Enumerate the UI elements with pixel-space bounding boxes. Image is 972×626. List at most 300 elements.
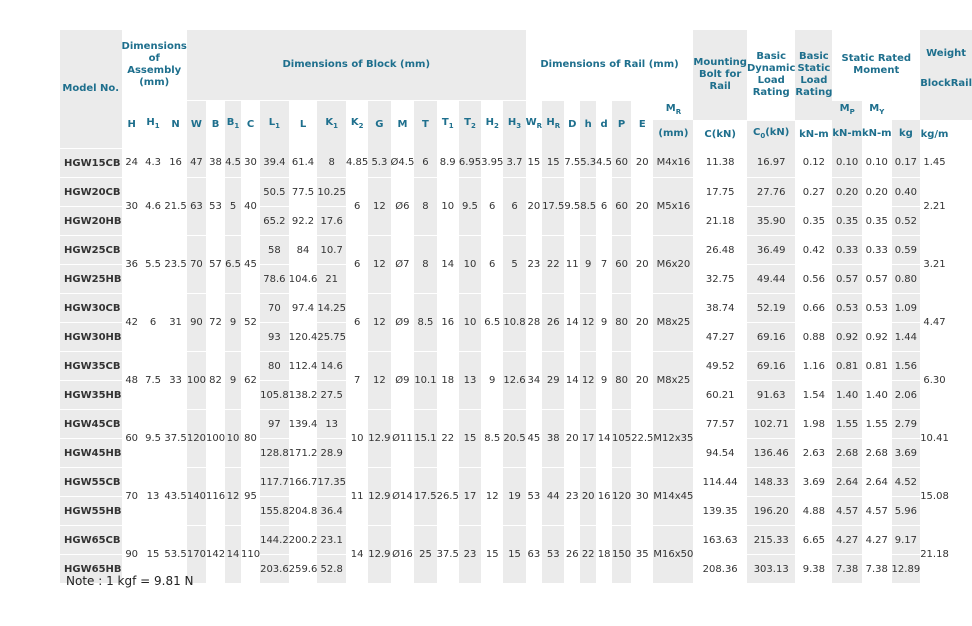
model-cell: HGW55HB — [60, 497, 122, 526]
cell-n: 43.5 — [164, 468, 187, 526]
column-header-wr: $W_R$ — [525, 117, 543, 131]
cell-b1: 12 — [225, 468, 241, 526]
cell-m: Ø9 — [391, 294, 415, 352]
cell-block_kg: 1.09 — [892, 294, 921, 323]
table-row — [60, 468, 972, 497]
unit-header-bolt: (mm) — [653, 120, 693, 149]
footnote: Note : 1 kgf = 9.81 N — [66, 574, 194, 588]
cell-d: 16 — [596, 468, 612, 526]
cell-b: 116 — [206, 468, 225, 526]
cell-block_kg: 3.69 — [892, 439, 921, 468]
cell-w: 47 — [187, 149, 206, 178]
cell-mp: 0.92 — [832, 323, 862, 352]
cell-l1: 203.6 — [260, 555, 289, 584]
cell-m: Ø4.5 — [391, 149, 415, 178]
cell-h: 20 — [580, 468, 596, 526]
cell-l1: 39.4 — [260, 149, 289, 178]
cell-mr: 1.98 — [795, 410, 832, 439]
cell-bolt: M16x50 — [653, 526, 693, 584]
cell-n: 21.5 — [164, 178, 187, 236]
cell-my: 0.57 — [862, 265, 892, 294]
cell-b: 72 — [206, 294, 225, 352]
cell-mp: 0.33 — [832, 236, 862, 265]
cell-h: 22 — [580, 526, 596, 584]
mounting-bolt-header: Mounting Bolt for Rail — [693, 30, 747, 120]
cell-h2: 12 — [481, 468, 503, 526]
cell-t2: 10 — [459, 294, 481, 352]
cell-k1: 27.5 — [317, 381, 346, 410]
cell-mp: 0.57 — [832, 265, 862, 294]
cell-h2: 8.5 — [481, 410, 503, 468]
cell-mr: 0.35 — [795, 207, 832, 236]
moment-header-mr: $M_R$ — [665, 103, 682, 116]
cell-l: 138.2 — [289, 381, 318, 410]
cell-c0_kn: 69.16 — [747, 323, 795, 352]
model-cell: HGW25HB — [60, 265, 122, 294]
cell-block_kg: 5.96 — [892, 497, 921, 526]
cell-my: 7.38 — [862, 555, 892, 584]
cell-c_kn: 94.54 — [693, 439, 747, 468]
cell-l1: 78.6 — [260, 265, 289, 294]
cell-h: 5.3 — [580, 149, 596, 178]
cell-l: 92.2 — [289, 207, 318, 236]
cell-block_kg: 1.44 — [892, 323, 921, 352]
cell-t2: 17 — [459, 468, 481, 526]
cell-h1: 6 — [142, 294, 164, 352]
assembly-dimensions-header: Dimensions of Assembly (mm) — [122, 30, 187, 101]
column-header-n: N — [171, 118, 180, 130]
cell-mp: 4.27 — [832, 526, 862, 555]
cell-block_kg: 9.17 — [892, 526, 921, 555]
cell-l1: 144.2 — [260, 526, 289, 555]
cell-d: 14 — [596, 410, 612, 468]
column-header-c: C — [246, 118, 255, 130]
cell-t: 8 — [414, 178, 436, 236]
cell-my: 0.10 — [862, 149, 892, 178]
cell-h: 9 — [580, 236, 596, 294]
cell-block_kg: 0.59 — [892, 236, 921, 265]
cell-my: 4.57 — [862, 497, 892, 526]
cell-hr: 44 — [542, 468, 564, 526]
model-no-header: Model No. — [60, 30, 122, 149]
cell-b: 142 — [206, 526, 225, 584]
cell-mr: 6.65 — [795, 526, 832, 555]
cell-e: 35 — [631, 526, 653, 584]
cell-wr: 23 — [526, 236, 542, 294]
cell-k1: 36.4 — [317, 497, 346, 526]
cell-k1: 14.6 — [317, 352, 346, 381]
cell-bolt: M5x16 — [653, 178, 693, 236]
cell-k1: 25.75 — [317, 323, 346, 352]
cell-h1: 13 — [142, 468, 164, 526]
column-header-m: M — [397, 118, 408, 130]
cell-l1: 70 — [260, 294, 289, 323]
column-header-t: T — [414, 101, 436, 149]
cell-rail_kgm: 1.45 — [920, 149, 949, 178]
cell-k2: 7 — [346, 352, 368, 410]
cell-g: 12 — [368, 352, 390, 410]
cell-h: 60 — [122, 410, 142, 468]
cell-p: 105 — [612, 410, 631, 468]
cell-hr: 15 — [542, 149, 564, 178]
cell-d: 26 — [564, 526, 580, 584]
cell-h3: 12.6 — [503, 352, 525, 410]
cell-e: 22.5 — [631, 410, 653, 468]
cell-e: 20 — [631, 149, 653, 178]
cell-d: 11 — [564, 236, 580, 294]
cell-h1: 15 — [142, 526, 164, 584]
cell-my: 0.92 — [862, 323, 892, 352]
cell-c_kn: 60.21 — [693, 381, 747, 410]
column-header-g: G — [368, 101, 390, 149]
column-header-d: d — [600, 118, 608, 130]
cell-k1: 23.1 — [317, 526, 346, 555]
cell-c: 52 — [241, 294, 260, 352]
weight-header — [920, 30, 972, 120]
cell-c0_kn: 52.19 — [747, 294, 795, 323]
cell-hr: 53 — [542, 526, 564, 584]
cell-t: 17.5 — [414, 468, 436, 526]
cell-k1: 14.25 — [317, 294, 346, 323]
cell-bolt: M12x35 — [653, 410, 693, 468]
cell-c_kn: 139.35 — [693, 497, 747, 526]
cell-e: 20 — [631, 236, 653, 294]
cell-c0_kn: 69.16 — [747, 352, 795, 381]
cell-h: 8.5 — [580, 178, 596, 236]
cell-block_kg: 1.56 — [892, 352, 921, 381]
cell-my: 1.40 — [862, 381, 892, 410]
cell-rail_kgm: 21.18 — [920, 526, 949, 584]
cell-l1: 155.8 — [260, 497, 289, 526]
cell-w: 120 — [187, 410, 206, 468]
model-cell: HGW35CB — [60, 352, 122, 381]
moment-header-mp: $M_P$ — [832, 101, 862, 121]
cell-g: 12.9 — [368, 526, 390, 584]
cell-h1: 7.5 — [142, 352, 164, 410]
cell-t1: 14 — [437, 236, 459, 294]
column-header-t1: $T_1$ — [441, 117, 454, 131]
cell-k1: 10.7 — [317, 236, 346, 265]
column-header-w: W — [187, 101, 206, 149]
cell-t2: 13 — [459, 352, 481, 410]
cell-wr: 15 — [526, 149, 542, 178]
cell-l: 97.4 — [289, 294, 318, 323]
cell-t1: 16 — [437, 294, 459, 352]
cell-h3: 10.8 — [503, 294, 525, 352]
cell-w: 70 — [187, 236, 206, 294]
cell-hr: 22 — [542, 236, 564, 294]
cell-m: Ø16 — [391, 526, 415, 584]
cell-c0_kn: 49.44 — [747, 265, 795, 294]
cell-h: 24 — [122, 149, 142, 178]
cell-t: 8 — [414, 236, 436, 294]
column-header-h3: $H_3$ — [503, 101, 525, 149]
cell-c: 30 — [241, 149, 260, 178]
cell-block_kg: 2.79 — [892, 410, 921, 439]
cell-h: 70 — [122, 468, 142, 526]
unit-header-ckn: C(kN) — [704, 128, 736, 140]
cell-m: Ø9 — [391, 352, 415, 410]
cell-c0_kn: 196.20 — [747, 497, 795, 526]
rail-dimensions-header: Dimensions of Rail (mm) — [526, 30, 694, 101]
linear-guide-spec-table — [60, 30, 972, 584]
column-header-hr: $H_R$ — [542, 101, 564, 149]
cell-mp: 2.64 — [832, 468, 862, 497]
cell-my: 0.53 — [862, 294, 892, 323]
cell-h1: 5.5 — [142, 236, 164, 294]
cell-c0_kn: 35.90 — [747, 207, 795, 236]
cell-c_kn: 32.75 — [693, 265, 747, 294]
cell-c_kn: 77.57 — [693, 410, 747, 439]
cell-c0_kn: 215.33 — [747, 526, 795, 555]
cell-h2: 6 — [481, 178, 503, 236]
cell-my: 2.68 — [862, 439, 892, 468]
cell-w: 140 — [187, 468, 206, 526]
cell-t: 6 — [414, 149, 436, 178]
model-cell: HGW65HB — [60, 555, 122, 584]
cell-hr: 17.5 — [542, 178, 564, 236]
cell-mr: 1.54 — [795, 381, 832, 410]
model-cell: HGW30HB — [60, 323, 122, 352]
cell-c_kn: 114.44 — [693, 468, 747, 497]
cell-l: 104.6 — [289, 265, 318, 294]
cell-t: 8.5 — [414, 294, 436, 352]
cell-c: 62 — [241, 352, 260, 410]
cell-m: Ø14 — [391, 468, 415, 526]
cell-c: 80 — [241, 410, 260, 468]
cell-my: 0.20 — [862, 178, 892, 207]
cell-d: 6 — [596, 178, 612, 236]
cell-p: 60 — [612, 149, 631, 178]
cell-t: 25 — [414, 526, 436, 584]
cell-h: 90 — [122, 526, 142, 584]
cell-l: 259.6 — [289, 555, 318, 584]
cell-my: 2.64 — [862, 468, 892, 497]
cell-b: 82 — [206, 352, 225, 410]
cell-wr: 34 — [526, 352, 542, 410]
unit-header-knm1: kN-m — [799, 128, 829, 140]
cell-w: 63 — [187, 178, 206, 236]
table-row — [60, 149, 972, 178]
cell-c_kn: 208.36 — [693, 555, 747, 584]
cell-b1: 10 — [225, 410, 241, 468]
cell-h3: 20.5 — [503, 410, 525, 468]
cell-t2: 15 — [459, 410, 481, 468]
cell-t2: 9.5 — [459, 178, 481, 236]
cell-mr: 3.69 — [795, 468, 832, 497]
cell-h2: 6.5 — [481, 294, 503, 352]
cell-c0_kn: 91.63 — [747, 381, 795, 410]
cell-g: 5.3 — [368, 149, 390, 178]
cell-p: 80 — [612, 352, 631, 410]
cell-l1: 117.7 — [260, 468, 289, 497]
table-row — [60, 526, 972, 555]
cell-t: 10.1 — [414, 352, 436, 410]
cell-k2: 6 — [346, 178, 368, 236]
dynamic-load-header: Basic Dynamic Load Rating — [747, 30, 795, 120]
cell-k2: 4.85 — [346, 149, 368, 178]
cell-d: 14 — [564, 352, 580, 410]
unit-header-c0kn: $C_0(kN)$ — [747, 120, 795, 149]
cell-my: 1.55 — [862, 410, 892, 439]
cell-c: 95 — [241, 468, 260, 526]
cell-w: 100 — [187, 352, 206, 410]
model-cell: HGW20CB — [60, 178, 122, 207]
cell-mr: 0.42 — [795, 236, 832, 265]
cell-h3: 15 — [503, 526, 525, 584]
cell-my: 0.35 — [862, 207, 892, 236]
cell-bolt: M8x25 — [653, 352, 693, 410]
cell-h: 12 — [580, 294, 596, 352]
model-cell: HGW65CB — [60, 526, 122, 555]
cell-d: 7 — [596, 236, 612, 294]
column-header-l1: $L_1$ — [260, 101, 289, 149]
cell-mr: 0.12 — [795, 149, 832, 178]
model-cell: HGW35HB — [60, 381, 122, 410]
cell-d: 9.5 — [564, 178, 580, 236]
cell-n: 23.5 — [164, 236, 187, 294]
column-header-k2: $K_2$ — [350, 117, 364, 131]
cell-g: 12 — [368, 294, 390, 352]
cell-w: 90 — [187, 294, 206, 352]
cell-p: 60 — [612, 178, 631, 236]
cell-c_kn: 21.18 — [693, 207, 747, 236]
cell-c0_kn: 148.33 — [747, 468, 795, 497]
cell-mr: 0.66 — [795, 294, 832, 323]
cell-b1: 9 — [225, 352, 241, 410]
cell-c_kn: 163.63 — [693, 526, 747, 555]
cell-d: 9 — [596, 294, 612, 352]
cell-l: 112.4 — [289, 352, 318, 381]
cell-k1: 8 — [317, 149, 346, 178]
cell-b1: 4.5 — [225, 149, 241, 178]
model-cell: HGW45CB — [60, 410, 122, 439]
cell-g: 12.9 — [368, 468, 390, 526]
cell-mp: 0.81 — [832, 352, 862, 381]
cell-rail_kgm: 4.47 — [920, 294, 949, 352]
cell-l: 77.5 — [289, 178, 318, 207]
cell-d: 20 — [564, 410, 580, 468]
cell-t1: 26.5 — [437, 468, 459, 526]
cell-d: 7.5 — [564, 149, 580, 178]
column-header-e: E — [638, 118, 646, 130]
cell-hr: 29 — [542, 352, 564, 410]
cell-t2: 10 — [459, 236, 481, 294]
cell-t1: 18 — [437, 352, 459, 410]
cell-l1: 105.8 — [260, 381, 289, 410]
cell-d: 18 — [596, 526, 612, 584]
cell-d: 23 — [564, 468, 580, 526]
cell-t1: 10 — [437, 178, 459, 236]
cell-mp: 0.35 — [832, 207, 862, 236]
cell-l: 120.4 — [289, 323, 318, 352]
cell-k1: 21 — [317, 265, 346, 294]
unit-header-kgm: kg/m — [920, 128, 949, 140]
cell-e: 30 — [631, 468, 653, 526]
cell-block_kg: 4.52 — [892, 468, 921, 497]
cell-h2: 15 — [481, 526, 503, 584]
cell-l: 139.4 — [289, 410, 318, 439]
cell-wr: 45 — [526, 410, 542, 468]
model-cell: HGW45HB — [60, 439, 122, 468]
cell-my: 4.27 — [862, 526, 892, 555]
static-load-header: Basic Static Load Rating — [795, 30, 832, 120]
cell-mp: 4.57 — [832, 497, 862, 526]
cell-b: 38 — [206, 149, 225, 178]
cell-k2: 14 — [346, 526, 368, 584]
cell-c0_kn: 303.13 — [747, 555, 795, 584]
cell-hr: 38 — [542, 410, 564, 468]
cell-l: 200.2 — [289, 526, 318, 555]
cell-b1: 14 — [225, 526, 241, 584]
model-cell: HGW55CB — [60, 468, 122, 497]
table-row — [60, 294, 972, 323]
cell-mr: 9.38 — [795, 555, 832, 584]
cell-h: 36 — [122, 236, 142, 294]
cell-block_kg: 0.52 — [892, 207, 921, 236]
cell-rail_kgm: 6.30 — [920, 352, 949, 410]
cell-c_kn: 49.52 — [693, 352, 747, 381]
cell-c: 45 — [241, 236, 260, 294]
cell-c: 40 — [241, 178, 260, 236]
cell-b1: 9 — [225, 294, 241, 352]
cell-e: 20 — [631, 178, 653, 236]
cell-l: 61.4 — [289, 149, 318, 178]
cell-bolt: M14x45 — [653, 468, 693, 526]
cell-l: 204.8 — [289, 497, 318, 526]
cell-m: Ø7 — [391, 236, 415, 294]
cell-h: 12 — [580, 352, 596, 410]
cell-n: 16 — [164, 149, 187, 178]
column-header-p: P — [612, 101, 631, 149]
table-row — [60, 178, 972, 207]
cell-mr: 0.27 — [795, 178, 832, 207]
cell-h: 42 — [122, 294, 142, 352]
cell-mp: 1.40 — [832, 381, 862, 410]
cell-g: 12 — [368, 236, 390, 294]
weight-block-header: Block — [920, 78, 951, 89]
cell-mr: 0.56 — [795, 265, 832, 294]
cell-h: 17 — [580, 410, 596, 468]
weight-title: Weight — [926, 48, 967, 59]
table-row — [60, 410, 972, 439]
cell-block_kg: 0.17 — [892, 149, 921, 178]
cell-b: 57 — [206, 236, 225, 294]
cell-l1: 65.2 — [260, 207, 289, 236]
cell-k2: 11 — [346, 468, 368, 526]
cell-c0_kn: 16.97 — [747, 149, 795, 178]
cell-p: 150 — [612, 526, 631, 584]
cell-my: 0.33 — [862, 236, 892, 265]
cell-t2: 23 — [459, 526, 481, 584]
cell-mp: 0.10 — [832, 149, 862, 178]
cell-b1: 6.5 — [225, 236, 241, 294]
cell-c0_kn: 27.76 — [747, 178, 795, 207]
cell-k2: 6 — [346, 294, 368, 352]
table-row — [60, 236, 972, 265]
cell-rail_kgm: 15.08 — [920, 468, 949, 526]
cell-g: 12 — [368, 178, 390, 236]
cell-k2: 6 — [346, 236, 368, 294]
cell-block_kg: 2.06 — [892, 381, 921, 410]
cell-mp: 0.53 — [832, 294, 862, 323]
model-cell: HGW25CB — [60, 236, 122, 265]
cell-k1: 10.25 — [317, 178, 346, 207]
cell-c_kn: 47.27 — [693, 323, 747, 352]
cell-t1: 8.9 — [437, 149, 459, 178]
cell-p: 80 — [612, 294, 631, 352]
cell-h: 48 — [122, 352, 142, 410]
